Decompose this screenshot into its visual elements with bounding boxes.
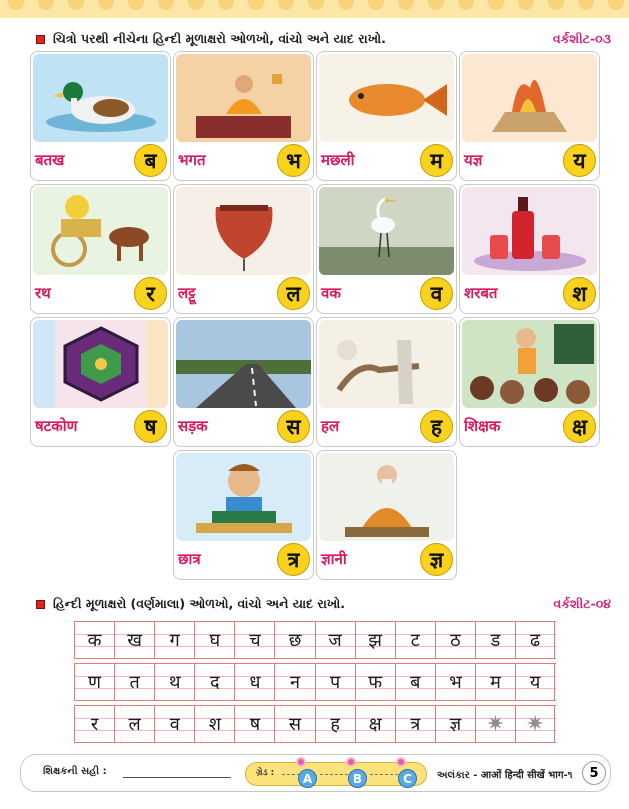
band-dot (488, 0, 504, 10)
alphabet-cell: छ (274, 621, 314, 659)
card-letter-badge: व (420, 277, 453, 310)
card-word: बतख (35, 151, 65, 169)
grade-dash (320, 774, 348, 775)
student-picture (176, 453, 311, 541)
band-dot (608, 0, 624, 10)
alphabet-cell: घ (194, 621, 234, 659)
band-dot (98, 0, 114, 10)
alphabet-cell: ण (74, 663, 114, 701)
flower-icon (396, 757, 406, 767)
card-word: ज्ञानी (321, 550, 347, 568)
band-dot (128, 0, 144, 10)
card-word: भगत (178, 151, 206, 169)
alphabet-cell: स (274, 705, 314, 743)
grade-box (245, 762, 427, 786)
worksheet-03-tag: વર્કશીટ-૦૩ (552, 31, 611, 46)
grade-option-c[interactable]: C (398, 769, 417, 788)
card-word: षटकोण (35, 417, 78, 435)
band-dot (398, 0, 414, 10)
alphabet-cell: ब (395, 663, 435, 701)
grade-option-b[interactable]: B (348, 769, 367, 788)
section1-heading-text: ચિત્રો પરથી નીચેના હિન્દી મૂળાક્ષરો ઓળખો, વાંચો અને યાદ રાખો. (53, 31, 386, 46)
section2-heading (36, 594, 345, 614)
band-dot (578, 0, 594, 10)
band-dot (188, 0, 204, 10)
alphabet-cell: प (315, 663, 355, 701)
band-dot (428, 0, 444, 10)
alphabet-cell: द (194, 663, 234, 701)
sharbat-bottle-picture (462, 187, 597, 275)
alphabet-cell: ख (114, 621, 154, 659)
card-word: मछली (321, 151, 355, 169)
fish-picture (319, 54, 454, 142)
bullet-square-icon (36, 600, 45, 609)
card-letter-badge: भ (277, 144, 310, 177)
picture-card (459, 317, 600, 447)
alphabet-row (74, 705, 556, 747)
alphabet-cell: भ (435, 663, 475, 701)
band-dot (518, 0, 534, 10)
card-word: शरबत (464, 284, 498, 302)
picture-card (316, 450, 457, 580)
card-letter-badge: क्ष (563, 410, 596, 443)
picture-card (173, 450, 314, 580)
flower-icon (296, 757, 306, 767)
alphabet-cell: च (234, 621, 274, 659)
alphabet-cell: ज (315, 621, 355, 659)
book-title: અલંકાર - आओं हिन्दी सीखें भाग-૧ (437, 770, 573, 781)
card-letter-badge: म (420, 144, 453, 177)
alphabet-cell: ढ (515, 621, 555, 659)
band-dot (338, 0, 354, 10)
card-letter-badge: र (134, 277, 167, 310)
card-word: सड़क (178, 417, 208, 435)
band-dot (68, 0, 84, 10)
picture-card (173, 51, 314, 181)
grade-dash (370, 774, 398, 775)
card-word: शिक्षक (464, 417, 501, 435)
alphabet-cell: ज्ञ (435, 705, 475, 743)
alphabet-cell: ह (315, 705, 355, 743)
star-icon: ✷ (475, 705, 515, 743)
section1-heading (36, 29, 386, 49)
alphabet-row (74, 663, 556, 705)
section2-heading-text: હિન્દી મૂળાક્ષરો (વર્ણમાલા) ઓળખો, વાંચો અને યાદ રાખો. (53, 596, 346, 611)
card-word: लट्टू (178, 284, 196, 302)
duck-picture (33, 54, 168, 142)
picture-card (30, 184, 171, 314)
star-icon: ✷ (515, 705, 555, 743)
alphabet-cell: थ (154, 663, 194, 701)
card-letter-badge: य (563, 144, 596, 177)
card-letter-badge: ष (134, 410, 167, 443)
signature-label: શિક્ષકની સહી : (43, 766, 107, 777)
alphabet-cell: ष (234, 705, 274, 743)
band-dot (248, 0, 264, 10)
alphabet-cell: फ (355, 663, 395, 701)
band-dot (548, 0, 564, 10)
card-letter-badge: श (563, 277, 596, 310)
picture-card (459, 51, 600, 181)
alphabet-cell: झ (355, 621, 395, 659)
picture-card (316, 317, 457, 447)
alphabet-cell: क्ष (355, 705, 395, 743)
picture-card (316, 51, 457, 181)
heron-picture (319, 187, 454, 275)
card-word: हल (321, 417, 340, 435)
bullet-square-icon (36, 35, 45, 44)
band-dot (308, 0, 324, 10)
alphabet-cell: य (515, 663, 555, 701)
band-dot (368, 0, 384, 10)
grade-label: ગ્રેડ : (256, 768, 275, 778)
picture-card (173, 184, 314, 314)
picture-card (316, 184, 457, 314)
band-dot (38, 0, 54, 10)
alphabet-cell: ड (475, 621, 515, 659)
footer-bar (20, 754, 611, 792)
alphabet-cell: क (74, 621, 114, 659)
flower-icon (346, 757, 356, 767)
card-letter-badge: ल (277, 277, 310, 310)
card-word: रथ (35, 284, 51, 302)
chariot-picture (33, 187, 168, 275)
picture-card (459, 184, 600, 314)
card-word: यज्ञ (464, 151, 483, 169)
hexagon-picture (33, 320, 168, 408)
card-word: छात्र (178, 550, 201, 568)
card-letter-badge: ह (420, 410, 453, 443)
grade-option-a[interactable]: A (298, 769, 317, 788)
spinning-top-picture (176, 187, 311, 275)
band-dot (278, 0, 294, 10)
teacher-picture (462, 320, 597, 408)
top-decorative-band (0, 0, 629, 18)
alphabet-cell: म (475, 663, 515, 701)
band-dot (158, 0, 174, 10)
devotee-picture (176, 54, 311, 142)
alphabet-cell: श (194, 705, 234, 743)
alphabet-cell: ग (154, 621, 194, 659)
picture-card (173, 317, 314, 447)
alphabet-cell: ल (114, 705, 154, 743)
page-number: 5 (582, 761, 606, 785)
alphabet-cell: न (274, 663, 314, 701)
alphabet-cell: र (74, 705, 114, 743)
alphabet-cell: ठ (435, 621, 475, 659)
card-letter-badge: त्र (277, 543, 310, 576)
worksheet-04-tag: વર્કશીટ-૦૪ (553, 596, 611, 611)
sage-picture (319, 453, 454, 541)
signature-line (123, 777, 231, 778)
band-dot (218, 0, 234, 10)
band-dot (458, 0, 474, 10)
alphabet-cell: त्र (395, 705, 435, 743)
card-letter-badge: ज्ञ (420, 543, 453, 576)
alphabet-grid (74, 621, 556, 747)
picture-card (30, 317, 171, 447)
alphabet-row (74, 621, 556, 663)
alphabet-cell: व (154, 705, 194, 743)
plough-picture (319, 320, 454, 408)
card-letter-badge: ब (134, 144, 167, 177)
sacrificial-fire-picture (462, 54, 597, 142)
alphabet-cell: त (114, 663, 154, 701)
road-picture (176, 320, 311, 408)
card-letter-badge: स (277, 410, 310, 443)
alphabet-cell: ध (234, 663, 274, 701)
picture-card (30, 51, 171, 181)
alphabet-cell: ट (395, 621, 435, 659)
band-dot (8, 0, 24, 10)
card-word: वक (321, 284, 341, 302)
